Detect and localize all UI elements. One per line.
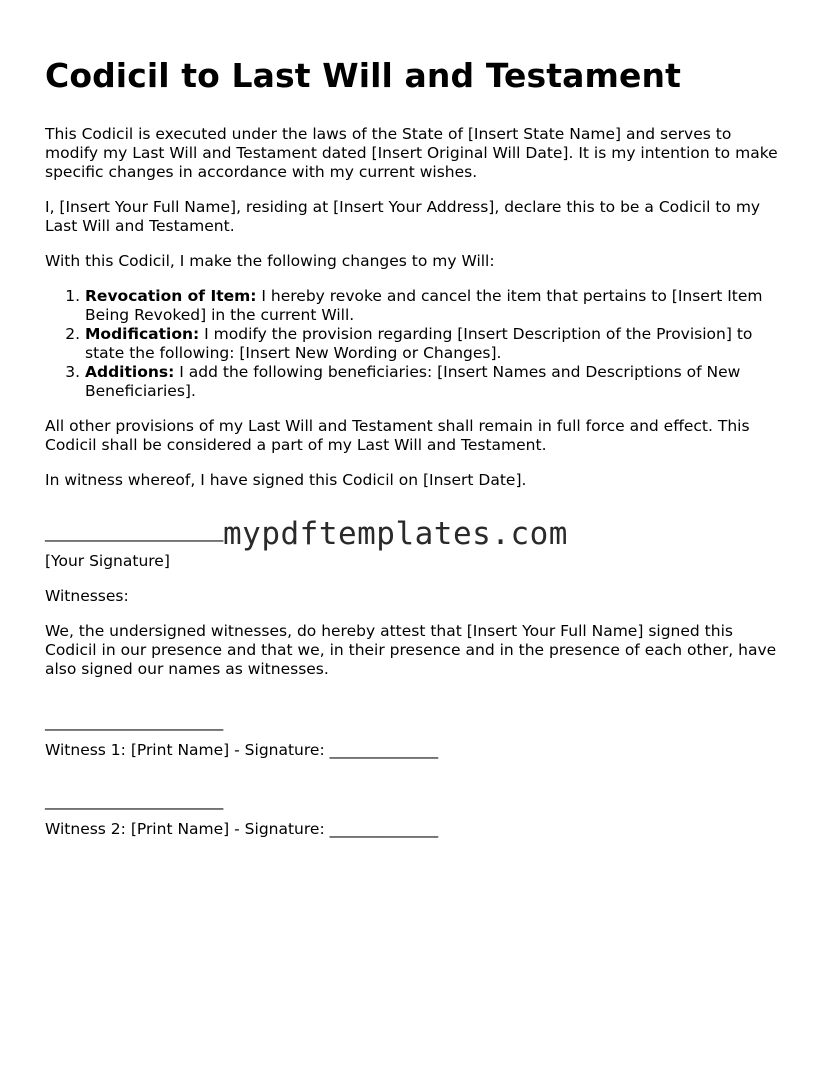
witness-2-signature-line: _______________________: [45, 792, 224, 810]
change-text: I add the following beneficiaries: [Insert Names and Descriptions of New Beneficiaries].: [85, 363, 741, 400]
change-label: Modification:: [85, 325, 200, 343]
witness-1-label: Witness 1: [Print Name] - Signature: ______________: [45, 741, 439, 759]
attestation-paragraph: We, the undersigned witnesses, do hereby attest that [Insert Your Full Name] signed this Codicil in our presence and that we, in their presence and in the presence of each other, have also signed our names as witnesses.: [45, 622, 777, 678]
remaining-provisions-paragraph: All other provisions of my Last Will and Testament shall remain in full force and effect. This Codicil shall be considered a part of my Last Will and Testament.: [45, 417, 750, 454]
signature-line: _______________________: [45, 524, 224, 542]
intro-paragraph: This Codicil is executed under the laws of the State of [Insert State Name] and serves to modify my Last Will and Testament dated [Insert Original Will Date]. It is my intention to make specific changes in accordance with my current wishes.: [45, 125, 778, 181]
change-item-additions: [85, 363, 785, 401]
change-label: Revocation of Item:: [85, 287, 257, 305]
witness-whereof-paragraph: In witness whereof, I have signed this Codicil on [Insert Date].: [45, 471, 527, 489]
watermark-text: mypdftemplates.com: [223, 516, 568, 552]
witness-1-signature-line: _______________________: [45, 713, 224, 731]
change-text: I hereby revoke and cancel the item that pertains to [Insert Item Being Revoked] in the current Will.: [85, 287, 763, 324]
changes-intro: With this Codicil, I make the following changes to my Will:: [45, 252, 495, 270]
witnesses-heading: Witnesses:: [45, 587, 129, 605]
signature-label: [Your Signature]: [45, 552, 170, 570]
document-title: Codicil to Last Will and Testament: [45, 56, 681, 95]
declaration-paragraph: I, [Insert Your Full Name], residing at [Insert Your Address], declare this to be a Codicil to my Last Will and Testament.: [45, 198, 761, 235]
change-label: Additions:: [85, 363, 175, 381]
changes-list: [45, 287, 785, 401]
document-page: [45, 56, 785, 855]
change-text: I modify the provision regarding [Insert Description of the Provision] to state the following: [Insert New Wording or Changes].: [85, 325, 753, 362]
change-item-revocation: [85, 287, 785, 325]
witness-2-label: Witness 2: [Print Name] - Signature: ______________: [45, 820, 439, 838]
change-item-modification: [85, 325, 785, 363]
